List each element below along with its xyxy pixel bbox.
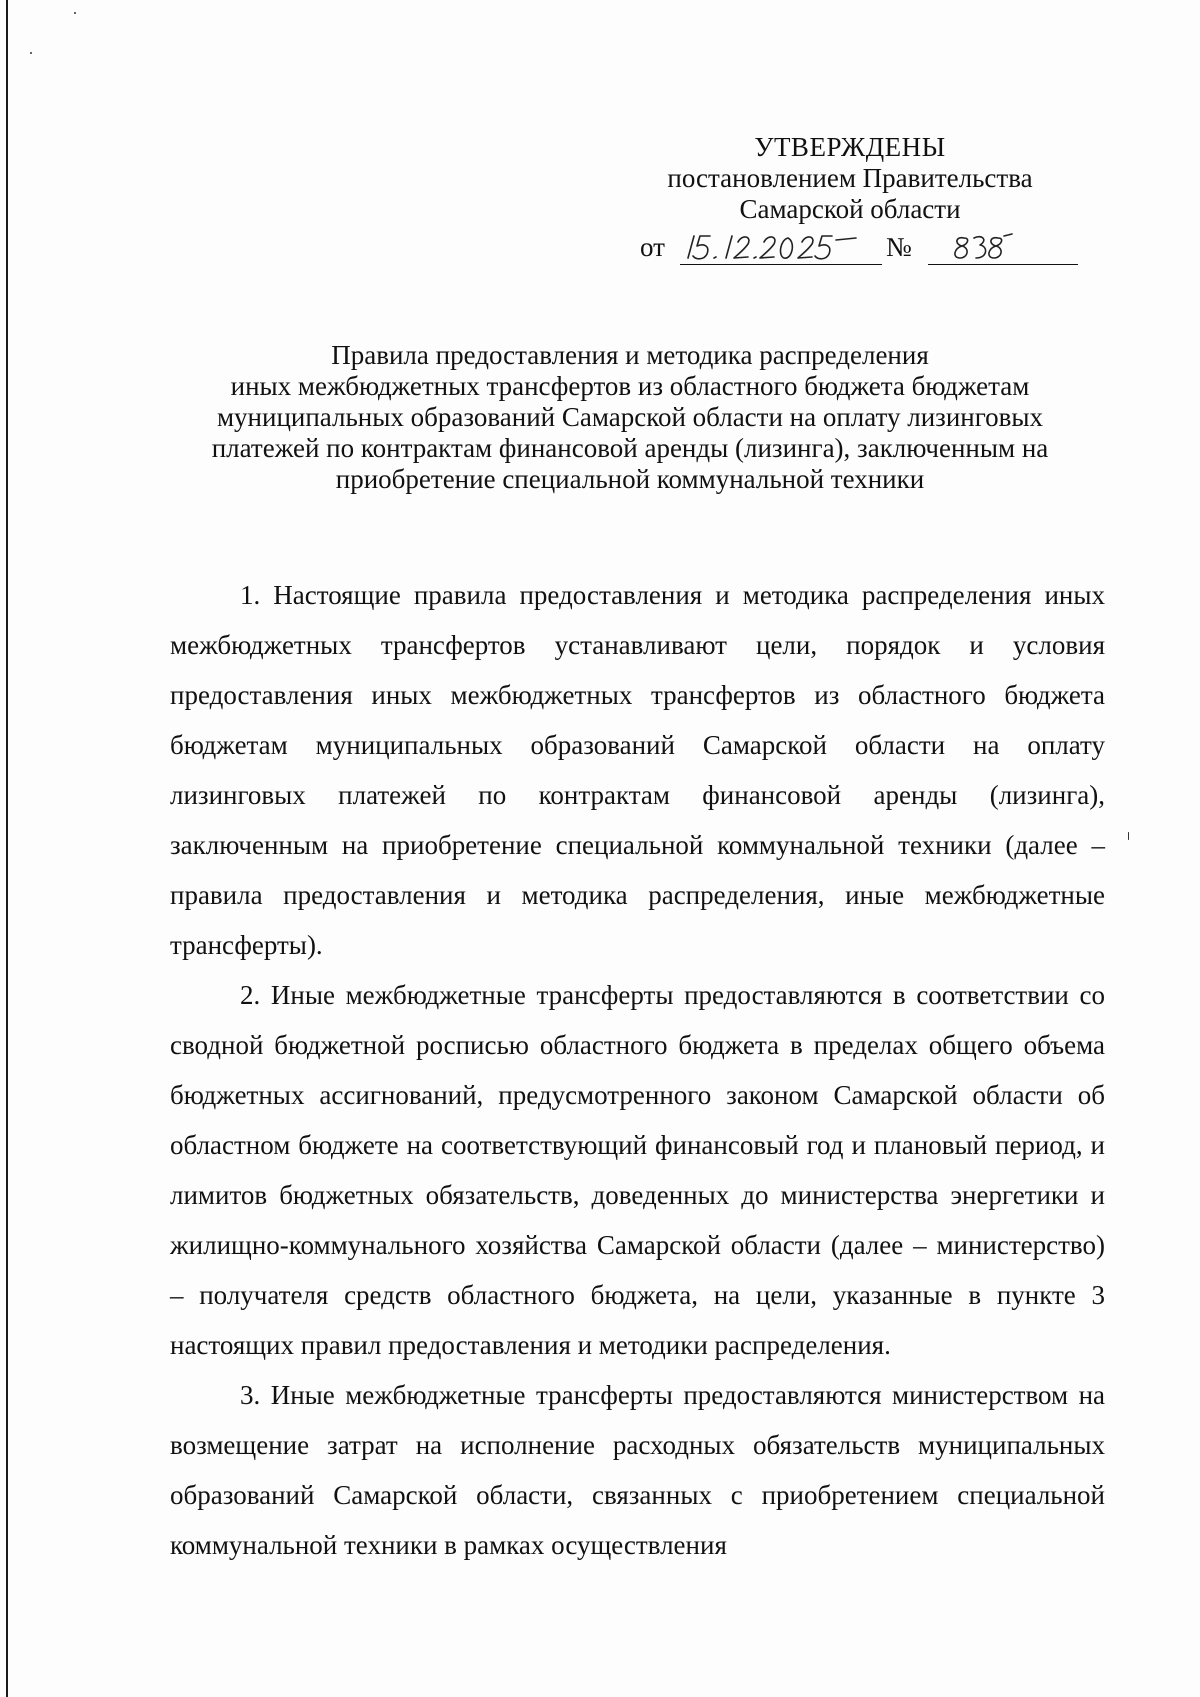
- number-sign: №: [886, 232, 912, 262]
- approval-line-1: постановлением Правительства: [667, 163, 1033, 193]
- handwritten-date: [680, 230, 882, 266]
- title-line: приобретение специальной коммунальной техники: [335, 464, 925, 494]
- approval-line-2: Самарской области: [739, 194, 961, 224]
- paragraph-2: 2. Иные межбюджетные трансферты предоставляются в соответствии со сводной бюджетной росписью областного бюджета в пределах общего объема бюджетных ассигнований, предусмотренного законом Самарской области об областном бюджете на соответствующий финансовый год и плановый период, и лимитов бюджетных обязательств, доведенных до министерства энергетики и жилищно-коммунального хозяйства Самарской области (далее – министерство) – получателя средств областного бюджета, на цели, указанные в пункте 3 настоящих правил предоставления и методики распределения.: [170, 980, 1105, 1360]
- document-body: [170, 570, 1105, 1570]
- title-line: платежей по контрактам финансовой аренды (лизинга), заключенным на: [211, 433, 1049, 463]
- scan-edge-line: [6, 0, 8, 1697]
- approval-heading: УТВЕРЖДЕНЫ: [754, 132, 946, 162]
- scan-speck: [30, 52, 32, 54]
- handwritten-number-field: [928, 230, 1078, 265]
- handwritten-number: [928, 230, 1078, 266]
- paragraph-3: 3. Иные межбюджетные трансферты предоставляются министерством на возмещение затрат на исполнение расходных обязательств муниципальных образований Самарской области, связанных с приобретением специальной коммунальной техники в рамках осуществления: [170, 1380, 1105, 1560]
- title-line: муниципальных образований Самарской области на оплату лизинговых: [216, 402, 1044, 432]
- scan-speck: [1128, 832, 1129, 840]
- scan-speck: [74, 12, 76, 14]
- handwritten-date-field: [680, 230, 882, 265]
- approval-block: [620, 132, 1080, 225]
- document-title: [170, 340, 1090, 495]
- title-line: иных межбюджетных трансфертов из областного бюджета бюджетам: [230, 371, 1030, 401]
- date-prefix: от: [640, 232, 665, 262]
- paragraph-1: 1. Настоящие правила предоставления и методика распределения иных межбюджетных трансфертов устанавливают цели, порядок и условия предоставления иных межбюджетных трансфертов из областного бюджета бюджетам муниципальных образований Самарской области на оплату лизинговых платежей по контрактам финансовой аренды (лизинга), заключенным на приобретение специальной коммунальной техники (далее – правила предоставления и методика распределения, иные межбюджетные трансферты).: [170, 580, 1105, 960]
- decree-reference-line: [636, 230, 1076, 270]
- title-line: Правила предоставления и методика распределения: [331, 340, 929, 370]
